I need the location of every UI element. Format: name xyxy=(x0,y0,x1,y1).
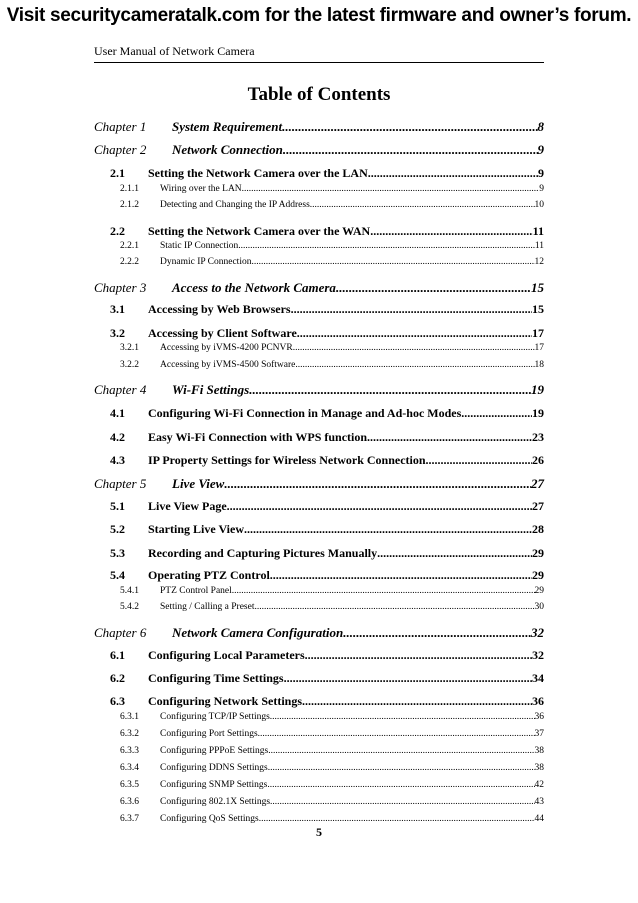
leader-dots xyxy=(310,200,535,211)
entry-title: Configuring Time Settings xyxy=(148,671,284,685)
entry-number: 2.1 xyxy=(110,166,125,180)
toc-entry-sub[interactable] xyxy=(120,797,544,808)
entry-page: 10 xyxy=(534,200,544,210)
entry-page: 38 xyxy=(534,763,544,773)
leader-dots xyxy=(268,746,534,757)
entry-page: 15 xyxy=(531,280,544,295)
entry-page: 27 xyxy=(532,499,544,513)
leader-dots xyxy=(259,814,535,825)
entry-title: Starting Live View xyxy=(148,522,244,536)
entry-page: 36 xyxy=(534,712,544,722)
entry-title: Live View xyxy=(172,476,225,491)
leader-dots xyxy=(251,257,534,268)
entry-page: 19 xyxy=(531,382,544,397)
leader-dots xyxy=(426,453,532,467)
toc-entry-section[interactable] xyxy=(110,166,544,180)
entry-page: 29 xyxy=(534,586,544,596)
entry-title: Live View Page xyxy=(148,499,227,513)
leader-dots xyxy=(244,522,532,536)
entry-number: 5.1 xyxy=(110,499,125,513)
leader-dots xyxy=(343,625,531,641)
toc-entry-sub[interactable] xyxy=(120,602,544,613)
entry-number: Chapter 5 xyxy=(94,476,147,491)
leader-dots xyxy=(305,648,532,662)
entry-title: IP Property Settings for Wireless Network Connection xyxy=(148,453,426,467)
toc-entry-sub[interactable] xyxy=(120,184,544,195)
entry-title: Dynamic IP Connection xyxy=(160,257,252,267)
entry-number: 5.4.2 xyxy=(120,602,139,612)
entry-page: 12 xyxy=(534,257,544,267)
toc-entry-sub[interactable] xyxy=(120,200,544,211)
entry-number: 5.2 xyxy=(110,522,125,536)
leader-dots xyxy=(461,406,532,420)
entry-page: 30 xyxy=(534,602,544,612)
leader-dots xyxy=(336,280,531,296)
toc-entry-chapter[interactable] xyxy=(94,476,544,492)
leader-dots xyxy=(370,224,532,238)
entry-page: 17 xyxy=(532,326,544,340)
entry-title: Network Camera Configuration xyxy=(172,625,344,640)
toc-entry-sub[interactable] xyxy=(120,729,544,740)
entry-title: Configuring QoS Settings xyxy=(160,814,259,824)
entry-number: 5.3 xyxy=(110,546,125,560)
entry-page: 28 xyxy=(532,522,544,536)
toc-entry-section[interactable] xyxy=(110,453,544,467)
toc-entry-section[interactable] xyxy=(110,568,544,582)
entry-number: 4.3 xyxy=(110,453,125,467)
entry-number: 6.3.4 xyxy=(120,763,139,773)
entry-number: 3.2.1 xyxy=(120,343,139,353)
entry-number: 2.1.1 xyxy=(120,184,139,194)
leader-dots xyxy=(283,142,538,158)
leader-dots xyxy=(268,763,535,774)
entry-number: 6.3.6 xyxy=(120,797,139,807)
leader-dots xyxy=(242,184,540,195)
entry-number: 6.3.3 xyxy=(120,746,139,756)
entry-page: 9 xyxy=(539,184,544,194)
entry-number: Chapter 4 xyxy=(94,382,147,397)
page-number: 5 xyxy=(316,825,322,839)
entry-page: 44 xyxy=(534,814,544,824)
entry-title: Recording and Capturing Pictures Manually xyxy=(148,546,378,560)
leader-dots xyxy=(367,430,532,444)
entry-title: Configuring Port Settings xyxy=(160,729,258,739)
entry-number: 6.2 xyxy=(110,671,125,685)
leader-dots xyxy=(267,780,534,791)
entry-number: 6.3 xyxy=(110,694,125,708)
entry-page: 15 xyxy=(532,302,544,316)
entry-title: Configuring SNMP Settings xyxy=(160,780,268,790)
running-header: User Manual of Network Camera xyxy=(94,44,255,58)
leader-dots xyxy=(270,712,535,723)
entry-page: 34 xyxy=(532,671,544,685)
toc-entry-chapter[interactable] xyxy=(94,142,544,158)
entry-title: Accessing by iVMS-4500 Software xyxy=(160,360,296,370)
entry-page: 8 xyxy=(537,119,544,134)
entry-number: 5.4 xyxy=(110,568,125,582)
entry-title: Configuring Network Settings xyxy=(148,694,303,708)
entry-title: Configuring Wi-Fi Connection in Manage and Ad-hoc Modes xyxy=(148,406,462,420)
entry-page: 11 xyxy=(532,224,544,238)
toc-entry-sub[interactable] xyxy=(120,763,544,774)
entry-number: 2.1.2 xyxy=(120,200,139,210)
leader-dots xyxy=(282,119,537,135)
toc-entry-sub[interactable] xyxy=(120,586,544,597)
entry-page: 23 xyxy=(532,430,544,444)
entry-page: 42 xyxy=(534,780,544,790)
entry-title: Wiring over the LAN xyxy=(160,184,242,194)
entry-page: 9 xyxy=(538,166,544,180)
entry-title: Accessing by Web Browsers xyxy=(148,302,291,316)
toc-entry-section[interactable] xyxy=(110,522,544,536)
entry-title: Setting the Network Camera over the LAN xyxy=(148,166,368,180)
banner-text: Visit securitycameratalk.com for the latest firmware and owner’s forum. xyxy=(6,5,632,26)
entry-title: Static IP Connection xyxy=(160,241,239,251)
entry-number: 6.1 xyxy=(110,648,125,662)
entry-title: Configuring PPPoE Settings xyxy=(160,746,269,756)
leader-dots xyxy=(302,694,532,708)
toc-entry-chapter[interactable] xyxy=(94,382,544,398)
entry-title: Configuring Local Parameters xyxy=(148,648,305,662)
entry-title: System Requirement xyxy=(172,119,283,134)
entry-page: 11 xyxy=(534,241,544,251)
entry-title: Wi-Fi Settings xyxy=(172,382,250,397)
toc-entry-section[interactable] xyxy=(110,406,544,420)
toc-entry-chapter[interactable] xyxy=(94,119,544,135)
entry-number: 6.3.5 xyxy=(120,780,139,790)
entry-title: Accessing by iVMS-4200 PCNVR xyxy=(160,343,293,353)
entry-page: 43 xyxy=(534,797,544,807)
entry-number: 4.2 xyxy=(110,430,125,444)
leader-dots xyxy=(227,499,532,513)
leader-dots xyxy=(249,382,531,398)
entry-number: 2.2.1 xyxy=(120,241,139,251)
leader-dots xyxy=(368,166,538,180)
toc-entry-chapter[interactable] xyxy=(94,280,544,296)
leader-dots xyxy=(295,360,534,371)
toc-entry-section[interactable] xyxy=(110,430,544,444)
toc-entry-section[interactable] xyxy=(110,671,544,685)
entry-page: 26 xyxy=(532,453,544,467)
toc-entry-sub[interactable] xyxy=(120,712,544,723)
toc-entry-sub[interactable] xyxy=(120,343,544,354)
entry-title: Access to the Network Camera xyxy=(172,280,336,295)
entry-number: 3.1 xyxy=(110,302,125,316)
toc-entry-sub[interactable] xyxy=(120,257,544,268)
entry-page: 18 xyxy=(534,360,544,370)
entry-number: 3.2 xyxy=(110,326,125,340)
toc-entry-section[interactable] xyxy=(110,648,544,662)
entry-number: Chapter 3 xyxy=(94,280,147,295)
leader-dots xyxy=(238,241,535,252)
leader-dots xyxy=(254,602,534,613)
entry-page: 32 xyxy=(531,625,544,640)
entry-page: 19 xyxy=(532,406,544,420)
entry-page: 29 xyxy=(532,568,544,582)
toc-entry-section[interactable] xyxy=(110,302,544,316)
entry-page: 27 xyxy=(531,476,544,491)
entry-title: Setting the Network Camera over the WAN xyxy=(148,224,371,238)
entry-title: PTZ Control Panel xyxy=(160,586,232,596)
toc-entry-chapter[interactable] xyxy=(94,625,544,641)
entry-page: 17 xyxy=(534,343,544,353)
leader-dots xyxy=(297,326,532,340)
entry-page: 38 xyxy=(534,746,544,756)
leader-dots xyxy=(377,546,532,560)
leader-dots xyxy=(232,586,535,597)
entry-title: Easy Wi-Fi Connection with WPS function xyxy=(148,430,368,444)
leader-dots xyxy=(291,302,532,316)
entry-number: 4.1 xyxy=(110,406,125,420)
entry-number: 2.2.2 xyxy=(120,257,139,267)
entry-title: Configuring DDNS Settings xyxy=(160,763,268,773)
entry-title: Operating PTZ Control xyxy=(148,568,270,582)
leader-dots xyxy=(293,343,535,354)
entry-title: Configuring 802.1X Settings xyxy=(160,797,271,807)
toc-entry-section[interactable] xyxy=(110,326,544,340)
entry-page: 9 xyxy=(537,142,544,157)
entry-page: 32 xyxy=(532,648,544,662)
leader-dots xyxy=(258,729,535,740)
entry-page: 29 xyxy=(532,546,544,560)
page-title: Table of Contents xyxy=(247,84,391,105)
entry-title: Setting / Calling a Preset xyxy=(160,602,255,612)
entry-number: Chapter 6 xyxy=(94,625,147,640)
leader-dots xyxy=(270,797,534,808)
leader-dots xyxy=(224,476,531,492)
leader-dots xyxy=(270,568,532,582)
entry-title: Network Connection xyxy=(172,142,283,157)
toc-entry-section[interactable] xyxy=(110,499,544,513)
entry-number: 5.4.1 xyxy=(120,586,139,596)
entry-number: 6.3.2 xyxy=(120,729,139,739)
entry-number: 6.3.7 xyxy=(120,814,139,824)
entry-title: Configuring TCP/IP Settings xyxy=(160,712,270,722)
entry-number: 3.2.2 xyxy=(120,360,139,370)
entry-number: Chapter 1 xyxy=(94,119,147,134)
entry-page: 37 xyxy=(534,729,544,739)
entry-number: Chapter 2 xyxy=(94,142,147,157)
entry-number: 6.3.1 xyxy=(120,712,139,722)
entry-page: 36 xyxy=(532,694,544,708)
entry-number: 2.2 xyxy=(110,224,125,238)
toc-entry-section[interactable] xyxy=(110,694,544,708)
toc-entry-sub[interactable] xyxy=(120,780,544,791)
toc-entry-sub[interactable] xyxy=(120,241,544,252)
toc-entry-sub[interactable] xyxy=(120,746,544,757)
entry-title: Detecting and Changing the IP Address xyxy=(160,200,310,210)
toc-entry-section[interactable] xyxy=(110,224,544,238)
entry-title: Accessing by Client Software xyxy=(148,326,297,340)
toc-entry-section[interactable] xyxy=(110,546,544,560)
toc-entry-sub[interactable] xyxy=(120,360,544,371)
toc-entry-sub[interactable] xyxy=(120,814,544,825)
leader-dots xyxy=(284,671,532,685)
